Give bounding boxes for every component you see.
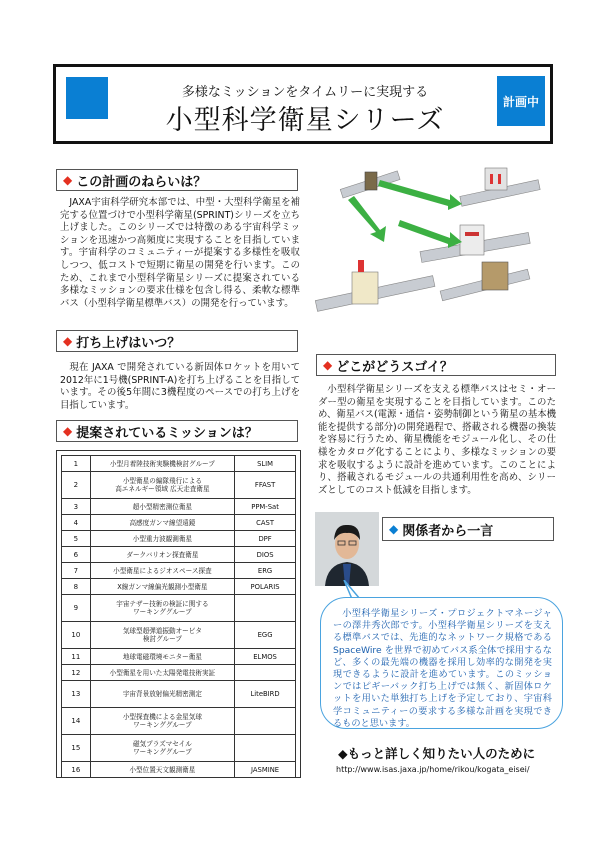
mission-name: 超小型精密測位衛星 — [90, 499, 234, 515]
mission-name: 地球電磁環境モニター衛星 — [90, 649, 234, 665]
mission-number: 15 — [62, 735, 91, 762]
table-row — [62, 456, 296, 472]
mission-name: 宇宙背景放射偏光精密測定 — [90, 681, 234, 708]
great-heading — [316, 354, 556, 376]
mission-number: 1 — [62, 456, 91, 472]
table-row — [62, 622, 296, 649]
missions-table-frame — [56, 450, 301, 778]
table-row — [62, 531, 296, 547]
table-row — [62, 472, 296, 499]
table-row — [62, 547, 296, 563]
table-row — [62, 515, 296, 531]
mission-name: X線ガンマ線偏光観測小型衛星 — [90, 579, 234, 595]
diamond-icon: ◆ — [389, 522, 399, 536]
mission-number: 16 — [62, 762, 91, 778]
mission-number: 13 — [62, 681, 91, 708]
mission-code: DIOS — [235, 547, 296, 563]
mission-number: 6 — [62, 547, 91, 563]
mission-code: JASMINE — [235, 762, 296, 778]
table-row — [62, 499, 296, 515]
mission-name: 小型衛星の編隊飛行による 高エネルギー領域 広天走査衛星 — [90, 472, 234, 499]
more-info-text: もっと詳しく知りたい人のために — [347, 746, 536, 761]
aim-heading-label: この計画のねらいは？ — [76, 174, 207, 190]
launch-heading — [56, 330, 298, 352]
mission-code — [235, 665, 296, 681]
table-row — [62, 681, 296, 708]
more-info-label — [338, 744, 535, 762]
mission-code: ERG — [235, 563, 296, 579]
table-row — [62, 762, 296, 778]
table-row — [62, 665, 296, 681]
diamond-icon: ◆ — [323, 358, 333, 372]
mission-code: EGG — [235, 622, 296, 649]
missions-heading — [56, 420, 298, 442]
mission-number: 14 — [62, 708, 91, 735]
mission-name: 小型月着陸技術実験機検討グループ — [90, 456, 234, 472]
mission-number: 10 — [62, 622, 91, 649]
mission-name: 小型衛星を用いた太陽発電技術実証 — [90, 665, 234, 681]
mission-number: 4 — [62, 515, 91, 531]
missions-table — [61, 455, 296, 778]
mission-number: 3 — [62, 499, 91, 515]
launch-body: 現在 JAXA で開発されている新固体ロケットを用いて2012年に1号機(SPRINT-A)を打ち上げることを目指しています。その後5年間に3機程度のペースでの打ち上げを目指しています。 — [60, 362, 300, 411]
more-info-url[interactable]: http://www.isas.jaxa.jp/home/rikou/kogata_eisei/ — [336, 765, 530, 774]
mission-number: 12 — [62, 665, 91, 681]
mission-name: 磁気プラズマセイル ワーキンググループ — [90, 735, 234, 762]
mission-name: 小型探査機による金星気球 ワーキンググループ — [90, 708, 234, 735]
mission-code: FFAST — [235, 472, 296, 499]
satellite-bottom-right — [440, 262, 530, 301]
mission-number: 7 — [62, 563, 91, 579]
mission-code: PPM-Sat — [235, 499, 296, 515]
mission-number: 8 — [62, 579, 91, 595]
satellite-bottom-left — [315, 260, 435, 311]
mission-name: 小型位置天文観測衛星 — [90, 762, 234, 778]
table-row — [62, 735, 296, 762]
comment-heading — [382, 517, 554, 541]
diamond-icon: ◆ — [63, 334, 73, 348]
mission-code — [235, 595, 296, 622]
satellite-top-right — [460, 168, 540, 206]
mission-code: CAST — [235, 515, 296, 531]
mission-name: 気球型超弾道振動オービタ 検討グループ — [90, 622, 234, 649]
satellite-middle — [420, 225, 530, 262]
page-title: 小型科学衛星シリーズ — [165, 105, 445, 136]
mission-name: 高感度ガンマ線望遠鏡 — [90, 515, 234, 531]
mission-code: SLIM — [235, 456, 296, 472]
header-blue-square — [66, 77, 108, 119]
table-row — [62, 649, 296, 665]
mission-code: POLARIS — [235, 579, 296, 595]
mission-code — [235, 708, 296, 735]
launch-heading-label: 打ち上げはいつ？ — [76, 335, 181, 351]
mission-number: 2 — [62, 472, 91, 499]
person-photo — [315, 512, 379, 586]
great-heading-label: どこがどうスゴイ？ — [336, 359, 453, 375]
table-row — [62, 579, 296, 595]
mission-name: ダークバリオン探査衛星 — [90, 547, 234, 563]
diamond-icon: ◆ — [63, 173, 73, 187]
mission-number: 5 — [62, 531, 91, 547]
mission-code: DPF — [235, 531, 296, 547]
aim-heading — [56, 169, 298, 191]
comment-bubble — [320, 597, 563, 729]
table-row — [62, 563, 296, 579]
table-row — [62, 595, 296, 622]
mission-code: LiteBIRD — [235, 681, 296, 708]
mission-name: 宇宙テザー技術の検証に関する ワーキンググループ — [90, 595, 234, 622]
comment-body: 小型科学衛星シリーズ・プロジェクトマネージャーの澤井秀次郎です。小型科学衛星シリーズを支える標準バスでは、先進的なネットワーク規格である SpaceWire を世界で初めてバス系全体で採用するなど、多くの最先端の機器を採用し効率的な開発を実現できるように設計を進めています。このミッションではピギーバック打ち上げでは無く、新固体ロケットを用いた単独打ち上げを予定しており、宇宙科学コミュニティーの要求する多様な計画を実現できるものと思います。 — [333, 608, 552, 729]
satellite-illustration — [310, 160, 560, 340]
page-subtitle: 多様なミッションをタイムリーに実現する — [181, 85, 429, 100]
mission-code: ELMOS — [235, 649, 296, 665]
mission-code — [235, 735, 296, 762]
mission-name: 小型重力波観測衛星 — [90, 531, 234, 547]
aim-body: JAXA宇宙科学研究本部では、中型・大型科学衛星を補完する位置づけで小型科学衛星(SPRINT)シリーズを立ち上げました。このシリーズでは特徴のある宇宙科学ミッションを迅速かつ高頻度に実現することを目指しています。宇宙科学のコミュニティーが提案する多様性を吸収しつつ、低コストで短期に衛星の開発を行います。このため、これまで小型科学衛星シリーズに提案されている多様なミッションの要求仕様を包含し得る、柔軟な標準バス（小型科学衛星標準バス）の開発を行っています。 — [60, 197, 300, 309]
mission-number: 9 — [62, 595, 91, 622]
great-body: 小型科学衛星シリーズを支える標準バスはセミ・オーダー型の衛星を実現することを目指しています。このため、衛星バス(電源・通信・姿勢制御という衛星の基本機能を提供する部分)の開発過程で、搭載される機器の換装を容易に行うため、衛星機能をモジュール化し、その仕様をカタログ化することにより、多様なミッションの要求を吸収するように設計を進めています。このことにより、搭載されるモジュールの共通利用性を高め、シリーズとしてのコスト低減を目指します。 — [318, 384, 556, 496]
mission-name: 小型衛星によるジオスペース探査 — [90, 563, 234, 579]
table-row — [62, 708, 296, 735]
comment-heading-label: 関係者から一言 — [402, 523, 494, 539]
missions-heading-label: 提案されているミッションは？ — [76, 425, 258, 441]
mission-number: 11 — [62, 649, 91, 665]
diamond-icon: ◆ — [63, 424, 73, 438]
diamond-icon: ◆ — [338, 746, 348, 761]
status-badge: 計画中 — [497, 76, 545, 126]
